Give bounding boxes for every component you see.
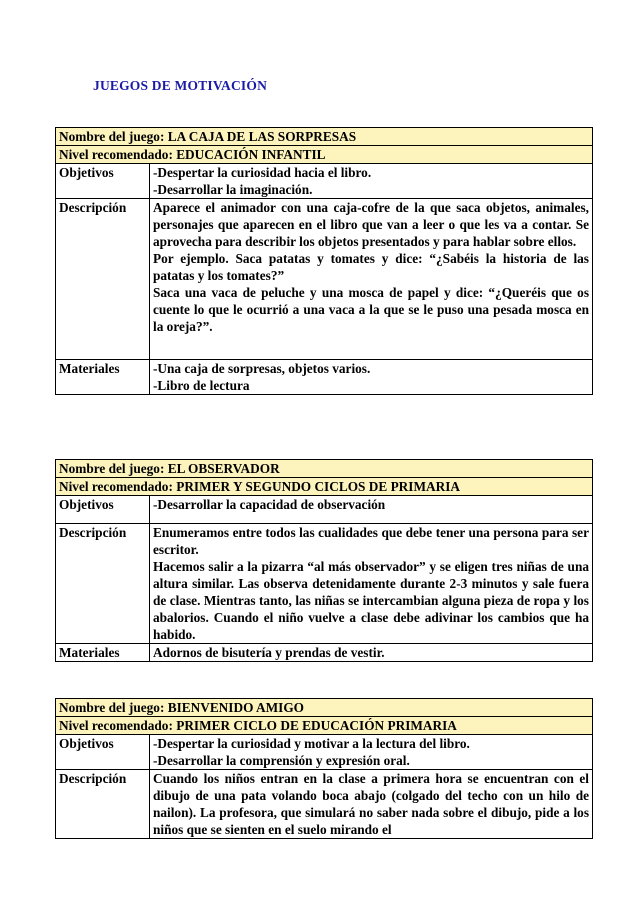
page-heading: JUEGOS DE MOTIVACIÓN bbox=[93, 78, 268, 93]
materials-text bbox=[150, 360, 593, 395]
objective-line: -Desarrollar la comprensión y expresión oral. bbox=[153, 753, 410, 768]
material-line: -Una caja de sorpresas, objetos varios. bbox=[153, 361, 371, 376]
objective-line: -Desarrollar la imaginación. bbox=[153, 182, 313, 197]
material-line: -Libro de lectura bbox=[153, 378, 250, 393]
description-paragraph: Cuando los niños entran en la clase a primera hora se encuentran con el dibujo de una pata volando boca abajo (colgado del techo con un hilo de nailon). La profesora, que simulará no saber nada sobre el dibujo, pide a los niños que se sienten en el suelo mirando el bbox=[153, 771, 589, 837]
description-text bbox=[150, 524, 593, 644]
game-card-caja-sorpresas bbox=[55, 127, 593, 395]
objectives-label: Objetivos bbox=[56, 496, 150, 524]
objective-line: -Desarrollar la capacidad de observación bbox=[153, 497, 386, 512]
description-paragraph: Por ejemplo. Saca patatas y tomates y dice: “¿Sabéis la historia de las patatas y los tomates?” bbox=[153, 251, 589, 283]
description-paragraph: Enumeramos entre todos las cualidades que debe tener una persona para ser escritor. bbox=[153, 525, 589, 557]
description-paragraph: Hacemos salir a la pizarra “al más observador” y se eligen tres niñas de una altura similar. Las observa detenidamente durante 2-3 minutos y sale fuera de clase. Mientras tanto, las niñas se intercambian alguna pieza de ropa y los abalorios. Cuando el niño vuelve a clase debe adivinar los cambios que ha habido. bbox=[153, 559, 589, 642]
objectives-label: Objetivos bbox=[56, 735, 150, 770]
description-label: Descripción bbox=[56, 524, 150, 644]
game-level: Nivel recomendado: EDUCACIÓN INFANTIL bbox=[56, 146, 593, 164]
game-card-bienvenido-amigo bbox=[55, 698, 593, 839]
description-paragraph: Saca una vaca de peluche y una mosca de papel y dice: “¿Queréis que os cuente lo que le ocurrió a una vaca a la que se le puso una pesada mosca en la oreja?”. bbox=[153, 285, 589, 334]
objective-line: -Despertar la curiosidad hacia el libro. bbox=[153, 165, 372, 180]
material-line: Adornos de bisutería y prendas de vestir. bbox=[153, 645, 385, 660]
objectives-label: Objetivos bbox=[56, 164, 150, 199]
materials-text bbox=[150, 644, 593, 662]
description-label: Descripción bbox=[56, 199, 150, 360]
objectives-text bbox=[150, 164, 593, 199]
description-text bbox=[150, 199, 593, 360]
game-name: Nombre del juego: EL OBSERVADOR bbox=[56, 460, 593, 478]
game-name: Nombre del juego: LA CAJA DE LAS SORPRESAS bbox=[56, 128, 593, 146]
objectives-text bbox=[150, 496, 593, 524]
description-paragraph: Aparece el animador con una caja-cofre de la que saca objetos, animales, personajes que aparecen en el libro que van a leer o que les va a contar. Se aprovecha para describir los objetos presentados y para hablar sobre ellos. bbox=[153, 200, 589, 249]
description-label: Descripción bbox=[56, 770, 150, 839]
objective-line: -Despertar la curiosidad y motivar a la lectura del libro. bbox=[153, 736, 470, 751]
description-text bbox=[150, 770, 593, 839]
game-level: Nivel recomendado: PRIMER CICLO DE EDUCACIÓN PRIMARIA bbox=[56, 717, 593, 735]
game-card-observador bbox=[55, 459, 593, 662]
materials-label: Materiales bbox=[56, 360, 150, 395]
materials-label: Materiales bbox=[56, 644, 150, 662]
game-level: Nivel recomendado: PRIMER Y SEGUNDO CICLOS DE PRIMARIA bbox=[56, 478, 593, 496]
game-name: Nombre del juego: BIENVENIDO AMIGO bbox=[56, 699, 593, 717]
objectives-text bbox=[150, 735, 593, 770]
